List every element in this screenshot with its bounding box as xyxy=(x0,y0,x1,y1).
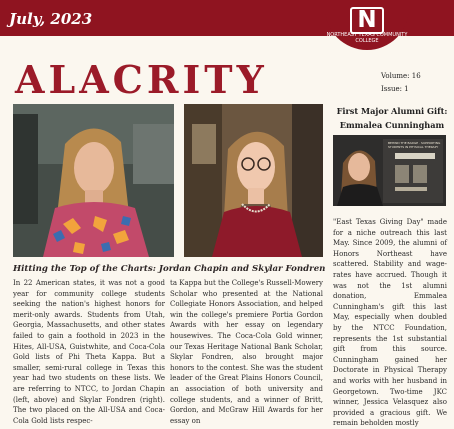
main-story-column-1 xyxy=(13,278,165,426)
logo-college-name: NORTHEAST TEXAS COMMUNITY COLLEGE xyxy=(326,32,408,44)
sidebar-headline: First Major Alumni Gift: Emmalea Cunningham xyxy=(336,106,448,130)
newsletter-title: ALACRITY xyxy=(15,57,268,102)
main-story-headline: Hitting the Top of the Charts: Jordan Chapin and Skylar Fondren xyxy=(13,264,326,274)
logo-letter: N xyxy=(350,7,383,34)
college-logo xyxy=(325,0,409,50)
photo-banner-text: BEHIND THE BADGE · SUPPORTING STUDENTS IN PHYSICAL THERAPY xyxy=(388,141,441,149)
skylar-fondren-photo xyxy=(184,104,323,257)
main-story-column-2 xyxy=(170,278,323,426)
jordan-chapin-photo xyxy=(13,104,174,257)
main-story-text-continued: ta Kappa but the College's Russell-Mowery Scholar who presented at the National Collegiate Honors Association, and helped win the college's premiere Portia Gordon Awards with her essay on legendary housewives. The Coca-Cola Gold winner, our Texas Heritage National Bank Scholar, Skylar Fondren, also brought major honors to the contest. She was the student leader of the Great Plains Honors Council, an association of both university and college students, and a winner of Britt, Gordon, and McGraw Hill Awards for her essay on xyxy=(170,279,324,425)
volume-number: Volume: 16 xyxy=(381,72,421,80)
sidebar-story-text: "East Texas Giving Day" made for a niche outreach this last May. Since 2009, the alumni of Honors Northeast have scattered. Stability and wage-rates have accrued. Though it was not the 1st alumni donation, Emmalea Cunningham's gift this last May, especially when doubled by the NTCC Foundation, represents the 1st substantial gift from this source. Cunningham gained her Doctorate in Physical Therapy and works with her husband in Georgetown. Two-time JKC winner, Jessica Velasquez also provided a gracious gift. We remain beholden mostly xyxy=(333,218,447,428)
main-story-text: In 22 American states, it was not a good year for community college students seeking the nation's highest honors for merit-only awards. Students from Utah, Georgia, Massachusetts, and other states failed to gain a foothold in 2023 in the Hites, All-USA, Guistwhite, and Coca-Cola Gold lists of Phi Theta Kappa. But a smaller, semi-rural college in Texas this year had two students on these lists. We are referring to NTCC, to Jordan Chapin (left, above) and Skylar Fondren (right). The two placed on the All-USA and Coca-Cola Gold lists respec- xyxy=(13,279,165,425)
issue-date: July, 2023 xyxy=(9,10,93,28)
emmalea-cunningham-photo xyxy=(333,135,446,206)
issue-number: Issue: 1 xyxy=(381,85,409,93)
